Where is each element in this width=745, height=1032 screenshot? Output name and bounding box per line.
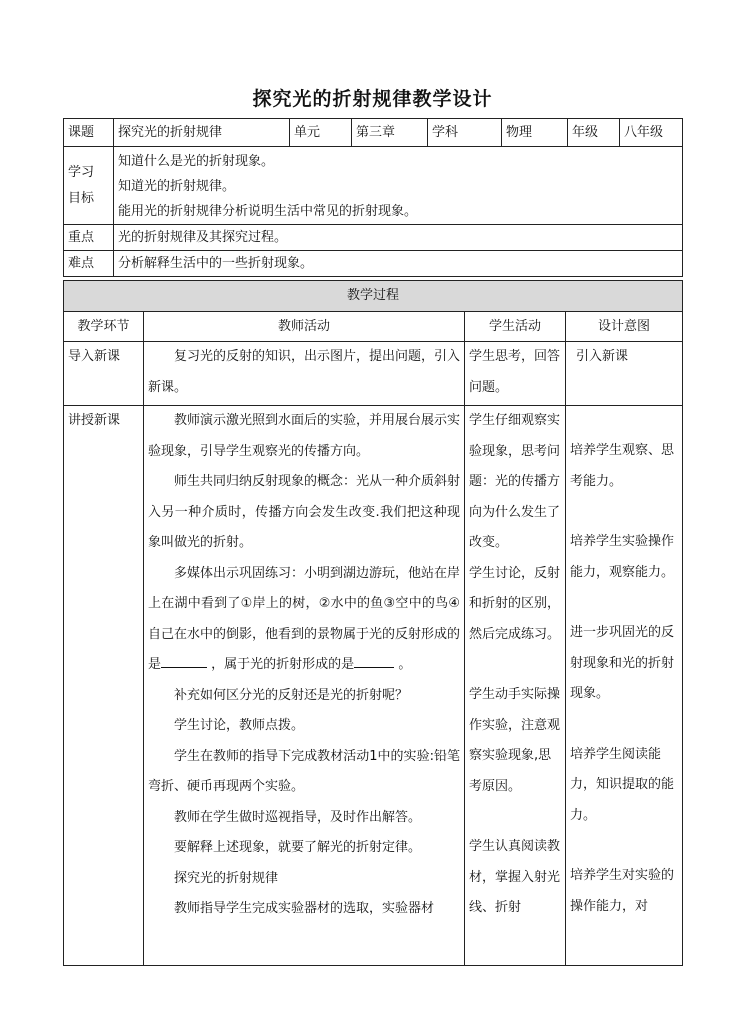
lecture-student [465, 406, 566, 966]
lecture-intent [566, 406, 683, 966]
exercise-text: 多媒体出示巩固练习：小明到湖边游玩，他站在岸上在湖中看到了①岸上的树，②水中的鱼③空中的鸟④自己在水中的倒影，他看到的景物属于光的反射形成的是 [148, 565, 461, 672]
unit-label: 单元 [290, 119, 352, 147]
goals-content [114, 147, 683, 225]
header-intent: 设计意图 [566, 312, 683, 342]
teacher-paragraph: 教师指导学生完成实验器材的选取，实验器材 [174, 901, 435, 916]
intro-intent-text: 引入新课 [576, 349, 629, 364]
student-activity: 学生仔细观察实验现象，思考问题：光的传播方向为什么发生了改变。 [469, 413, 561, 550]
teaching-process-table [63, 280, 683, 966]
intro-intent [566, 342, 683, 406]
teacher-paragraph: 补充如何区分光的反射还是光的折射呢？ [174, 687, 409, 703]
key-value: 光的折射规律及其探究过程。 [114, 225, 683, 251]
topic-value: 探究光的折射规律 [114, 119, 290, 147]
answer-blank [161, 653, 207, 668]
exercise-end: 。 [398, 657, 412, 672]
teacher-paragraph: 师生共同归纳反射现象的概念：光从一种介质斜射入另一种介质时，传播方向会发生改变.我们把这种现象叫做光的折射。 [148, 474, 461, 550]
teacher-paragraph: 教师演示激光照到水面后的实验，并用展台展示实验现象，引导学生观察光的传播方向。 [148, 413, 461, 459]
teacher-paragraph: 要解释上述现象，就要了解光的折射定律。 [174, 840, 422, 855]
header-stage: 教学环节 [64, 312, 144, 342]
goals-label [64, 147, 114, 225]
subject-label: 学科 [428, 119, 502, 147]
answer-blank [354, 653, 394, 668]
design-intent: 培养学生实验操作能力，观察能力。 [570, 534, 675, 580]
difficulty-value: 分析解释生活中的一些折射现象。 [114, 251, 683, 277]
section-title: 教学过程 [64, 281, 683, 312]
intro-teacher [144, 342, 465, 406]
lecture-stage [64, 406, 144, 966]
goal-item: 能用光的折射规律分析说明生活中常见的折射现象。 [118, 204, 418, 219]
key-label: 重点 [64, 225, 114, 251]
page-title: 探究光的折射规律教学设计 [252, 88, 493, 110]
design-intent: 进一步巩固光的反射现象和光的折射现象。 [570, 625, 675, 701]
topic-label: 课题 [64, 119, 114, 147]
lecture-stage-text: 讲授新课 [68, 413, 121, 428]
header-student: 学生活动 [465, 312, 566, 342]
goals-label-line-1: 学习 [68, 164, 95, 180]
lecture-teacher [144, 406, 465, 966]
intro-student [465, 342, 566, 406]
subject-value: 物理 [502, 119, 568, 147]
grade-value: 八年级 [620, 119, 683, 147]
difficulty-label: 难点 [64, 251, 114, 277]
intro-teacher-text: 复习光的反射的知识，出示图片，提出问题，引入新课。 [148, 349, 461, 395]
unit-value: 第三章 [352, 119, 428, 147]
grade-label: 年级 [568, 119, 620, 147]
teacher-paragraph: 学生在教师的指导下完成教材活动1中的实验:铅笔弯折、硬币再现两个实验。 [148, 748, 460, 794]
intro-stage [64, 342, 144, 406]
teacher-paragraph: 学生讨论，教师点拨。 [174, 718, 305, 733]
exercise-text-2: ，属于光的折射形成的是 [211, 657, 355, 672]
goal-item: 知道光的折射规律。 [118, 179, 236, 194]
lesson-info-table [63, 118, 683, 277]
design-intent: 培养学生观察、思考能力。 [570, 443, 675, 489]
intro-student-text: 学生思考，回答问题。 [469, 349, 561, 395]
teacher-paragraph-exercise [148, 559, 460, 681]
design-intent: 培养学生阅读能力，知识提取的能力。 [570, 746, 675, 823]
intro-stage-text: 导入新课 [68, 349, 121, 364]
student-activity: 学生讨论，反射和折射的区别，然后完成练习。 [469, 565, 561, 642]
goals-label-line-2: 目标 [68, 190, 95, 206]
teacher-paragraph: 探究光的折射规律 [174, 870, 279, 886]
design-intent: 培养学生对实验的操作能力，对 [570, 868, 675, 914]
goal-item: 知道什么是光的折射现象。 [118, 154, 275, 169]
student-activity: 学生认真阅读教材，掌握入射光线、折射 [469, 839, 561, 915]
teacher-paragraph: 教师在学生做时巡视指导，及时作出解答。 [174, 809, 422, 825]
header-teacher: 教师活动 [144, 312, 465, 342]
student-activity: 学生动手实际操作实验，注意观察实验现象,思考原因。 [469, 687, 561, 794]
